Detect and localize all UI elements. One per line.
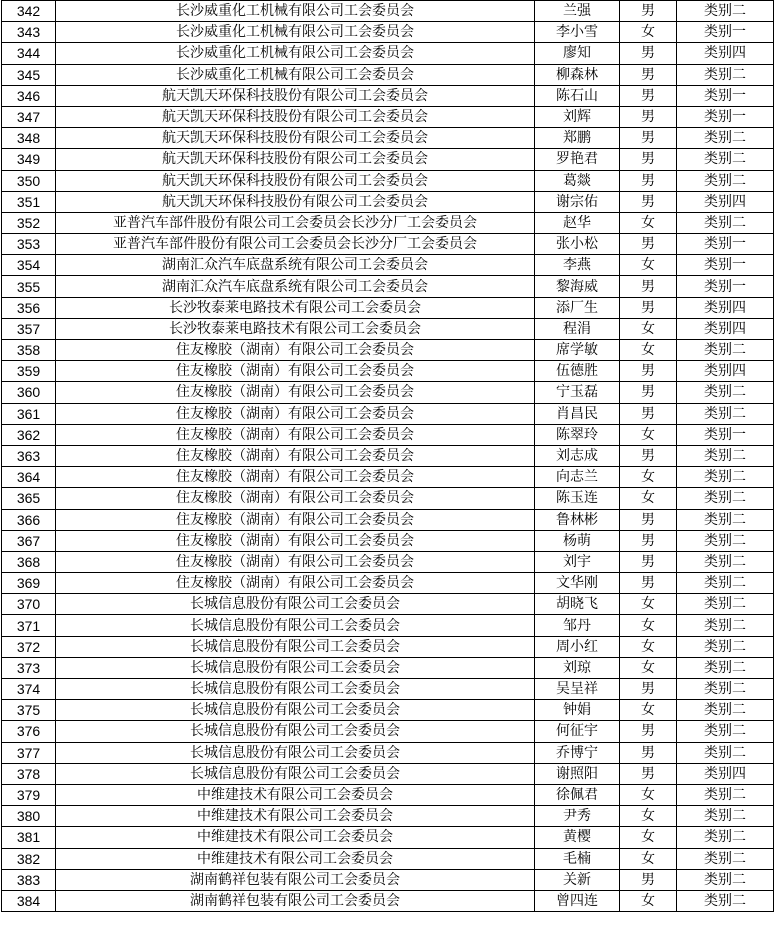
category-cell: 类别二: [677, 784, 774, 805]
gender-cell: 男: [620, 297, 677, 318]
gender-cell: 女: [620, 827, 677, 848]
gender-cell: 男: [620, 1, 677, 22]
category-cell: 类别二: [677, 573, 774, 594]
row-number-cell: 376: [2, 721, 56, 742]
organization-cell: 住友橡胶（湖南）有限公司工会委员会: [56, 403, 535, 424]
row-number-cell: 364: [2, 467, 56, 488]
organization-cell: 长城信息股份有限公司工会委员会: [56, 742, 535, 763]
table-row: [2, 742, 774, 763]
table-row: [2, 403, 774, 424]
category-cell: 类别二: [677, 509, 774, 530]
row-number-cell: 381: [2, 827, 56, 848]
gender-cell: 女: [620, 467, 677, 488]
row-number-cell: 379: [2, 784, 56, 805]
row-number-cell: 354: [2, 255, 56, 276]
row-number-cell: 372: [2, 636, 56, 657]
gender-cell: 女: [620, 700, 677, 721]
organization-cell: 住友橡胶（湖南）有限公司工会委员会: [56, 488, 535, 509]
row-number-cell: 358: [2, 340, 56, 361]
member-name-cell: 吴呈祥: [535, 679, 620, 700]
member-name-cell: 周小红: [535, 636, 620, 657]
category-cell: 类别二: [677, 467, 774, 488]
member-name-cell: 钟娟: [535, 700, 620, 721]
member-name-cell: 向志兰: [535, 467, 620, 488]
category-cell: 类别四: [677, 191, 774, 212]
row-number-cell: 343: [2, 22, 56, 43]
category-cell: 类别二: [677, 827, 774, 848]
row-number-cell: 359: [2, 361, 56, 382]
member-name-cell: 徐佩君: [535, 784, 620, 805]
organization-cell: 住友橡胶（湖南）有限公司工会委员会: [56, 340, 535, 361]
gender-cell: 男: [620, 403, 677, 424]
gender-cell: 男: [620, 530, 677, 551]
category-cell: 类别一: [677, 22, 774, 43]
organization-cell: 中维建技术有限公司工会委员会: [56, 848, 535, 869]
row-number-cell: 370: [2, 594, 56, 615]
organization-cell: 长沙威重化工机械有限公司工会委员会: [56, 43, 535, 64]
category-cell: 类别二: [677, 128, 774, 149]
category-cell: 类别二: [677, 1, 774, 22]
member-name-cell: 刘志成: [535, 445, 620, 466]
member-name-cell: 添厂生: [535, 297, 620, 318]
table-row: [2, 890, 774, 911]
category-cell: 类别四: [677, 318, 774, 339]
row-number-cell: 348: [2, 128, 56, 149]
table-row: [2, 679, 774, 700]
gender-cell: 女: [620, 636, 677, 657]
gender-cell: 男: [620, 445, 677, 466]
organization-cell: 住友橡胶（湖南）有限公司工会委员会: [56, 530, 535, 551]
table-row: [2, 700, 774, 721]
gender-cell: 女: [620, 488, 677, 509]
gender-cell: 女: [620, 424, 677, 445]
organization-cell: 中维建技术有限公司工会委员会: [56, 784, 535, 805]
organization-cell: 长城信息股份有限公司工会委员会: [56, 700, 535, 721]
member-name-cell: 毛楠: [535, 848, 620, 869]
row-number-cell: 374: [2, 679, 56, 700]
organization-cell: 湖南汇众汽车底盘系统有限公司工会委员会: [56, 276, 535, 297]
category-cell: 类别四: [677, 43, 774, 64]
organization-cell: 住友橡胶（湖南）有限公司工会委员会: [56, 573, 535, 594]
category-cell: 类别二: [677, 657, 774, 678]
organization-cell: 中维建技术有限公司工会委员会: [56, 806, 535, 827]
gender-cell: 男: [620, 43, 677, 64]
gender-cell: 女: [620, 806, 677, 827]
member-name-cell: 郑鹏: [535, 128, 620, 149]
category-cell: 类别二: [677, 890, 774, 911]
table-row: [2, 467, 774, 488]
gender-cell: 男: [620, 106, 677, 127]
member-name-cell: 胡晓飞: [535, 594, 620, 615]
category-cell: 类别一: [677, 85, 774, 106]
member-name-cell: 伍德胜: [535, 361, 620, 382]
member-name-cell: 宁玉磊: [535, 382, 620, 403]
category-cell: 类别二: [677, 382, 774, 403]
member-name-cell: 文华刚: [535, 573, 620, 594]
member-name-cell: 陈石山: [535, 85, 620, 106]
table-row: [2, 297, 774, 318]
table-row: [2, 212, 774, 233]
category-cell: 类别二: [677, 551, 774, 572]
member-name-cell: 张小松: [535, 234, 620, 255]
table-row: [2, 488, 774, 509]
table-row: [2, 255, 774, 276]
gender-cell: 女: [620, 657, 677, 678]
organization-cell: 航天凯天环保科技股份有限公司工会委员会: [56, 149, 535, 170]
organization-cell: 住友橡胶（湖南）有限公司工会委员会: [56, 551, 535, 572]
table-row: [2, 424, 774, 445]
row-number-cell: 346: [2, 85, 56, 106]
member-name-cell: 李燕: [535, 255, 620, 276]
category-cell: 类别二: [677, 212, 774, 233]
organization-cell: 航天凯天环保科技股份有限公司工会委员会: [56, 128, 535, 149]
category-cell: 类别二: [677, 742, 774, 763]
row-number-cell: 375: [2, 700, 56, 721]
member-name-cell: 邹丹: [535, 615, 620, 636]
category-cell: 类别二: [677, 869, 774, 890]
organization-cell: 住友橡胶（湖南）有限公司工会委员会: [56, 467, 535, 488]
organization-cell: 长沙威重化工机械有限公司工会委员会: [56, 64, 535, 85]
member-name-cell: 鲁林彬: [535, 509, 620, 530]
gender-cell: 男: [620, 679, 677, 700]
organization-cell: 住友橡胶（湖南）有限公司工会委员会: [56, 509, 535, 530]
category-cell: 类别二: [677, 149, 774, 170]
category-cell: 类别二: [677, 636, 774, 657]
row-number-cell: 377: [2, 742, 56, 763]
organization-cell: 长沙威重化工机械有限公司工会委员会: [56, 22, 535, 43]
table-row: [2, 276, 774, 297]
gender-cell: 女: [620, 848, 677, 869]
table-row: [2, 615, 774, 636]
organization-cell: 长城信息股份有限公司工会委员会: [56, 657, 535, 678]
organization-cell: 航天凯天环保科技股份有限公司工会委员会: [56, 170, 535, 191]
row-number-cell: 361: [2, 403, 56, 424]
organization-cell: 湖南鹤祥包装有限公司工会委员会: [56, 890, 535, 911]
table-row: [2, 551, 774, 572]
table-row: [2, 318, 774, 339]
gender-cell: 男: [620, 361, 677, 382]
row-number-cell: 360: [2, 382, 56, 403]
table-row: [2, 869, 774, 890]
gender-cell: 男: [620, 170, 677, 191]
table-row: [2, 445, 774, 466]
member-name-cell: 赵华: [535, 212, 620, 233]
gender-cell: 男: [620, 742, 677, 763]
category-cell: 类别二: [677, 170, 774, 191]
organization-cell: 住友橡胶（湖南）有限公司工会委员会: [56, 382, 535, 403]
row-number-cell: 383: [2, 869, 56, 890]
gender-cell: 女: [620, 594, 677, 615]
gender-cell: 男: [620, 85, 677, 106]
member-name-cell: 肖昌民: [535, 403, 620, 424]
gender-cell: 男: [620, 382, 677, 403]
organization-cell: 航天凯天环保科技股份有限公司工会委员会: [56, 106, 535, 127]
category-cell: 类别四: [677, 297, 774, 318]
member-name-cell: 席学敏: [535, 340, 620, 361]
organization-cell: 航天凯天环保科技股份有限公司工会委员会: [56, 191, 535, 212]
table-row: [2, 1, 774, 22]
table-row: [2, 784, 774, 805]
gender-cell: 女: [620, 615, 677, 636]
row-number-cell: 349: [2, 149, 56, 170]
row-number-cell: 363: [2, 445, 56, 466]
table-row: [2, 573, 774, 594]
category-cell: 类别二: [677, 615, 774, 636]
gender-cell: 男: [620, 573, 677, 594]
member-name-cell: 黎海威: [535, 276, 620, 297]
member-name-cell: 刘宇: [535, 551, 620, 572]
row-number-cell: 344: [2, 43, 56, 64]
category-cell: 类别二: [677, 700, 774, 721]
row-number-cell: 353: [2, 234, 56, 255]
gender-cell: 女: [620, 212, 677, 233]
organization-cell: 长城信息股份有限公司工会委员会: [56, 763, 535, 784]
table-row: [2, 85, 774, 106]
organization-cell: 长城信息股份有限公司工会委员会: [56, 594, 535, 615]
category-cell: 类别二: [677, 403, 774, 424]
organization-cell: 长沙牧泰莱电路技术有限公司工会委员会: [56, 318, 535, 339]
table-row: [2, 827, 774, 848]
gender-cell: 男: [620, 64, 677, 85]
table-row: [2, 594, 774, 615]
row-number-cell: 373: [2, 657, 56, 678]
member-name-cell: 刘辉: [535, 106, 620, 127]
category-cell: 类别二: [677, 806, 774, 827]
table-row: [2, 848, 774, 869]
member-name-cell: 何征宇: [535, 721, 620, 742]
member-name-cell: 刘琼: [535, 657, 620, 678]
row-number-cell: 371: [2, 615, 56, 636]
member-name-cell: 兰强: [535, 1, 620, 22]
member-name-cell: 谢宗佑: [535, 191, 620, 212]
member-name-cell: 黄樱: [535, 827, 620, 848]
organization-cell: 航天凯天环保科技股份有限公司工会委员会: [56, 85, 535, 106]
organization-cell: 长城信息股份有限公司工会委员会: [56, 615, 535, 636]
member-table-body: [2, 1, 774, 912]
member-name-cell: 程涓: [535, 318, 620, 339]
table-row: [2, 636, 774, 657]
table-row: [2, 763, 774, 784]
member-table: [1, 0, 774, 912]
table-row: [2, 806, 774, 827]
row-number-cell: 355: [2, 276, 56, 297]
gender-cell: 女: [620, 784, 677, 805]
gender-cell: 男: [620, 191, 677, 212]
category-cell: 类别二: [677, 679, 774, 700]
table-row: [2, 149, 774, 170]
organization-cell: 长沙牧泰莱电路技术有限公司工会委员会: [56, 297, 535, 318]
table-row: [2, 340, 774, 361]
row-number-cell: 345: [2, 64, 56, 85]
category-cell: 类别一: [677, 106, 774, 127]
member-name-cell: 柳森林: [535, 64, 620, 85]
member-name-cell: 尹秀: [535, 806, 620, 827]
row-number-cell: 382: [2, 848, 56, 869]
table-row: [2, 361, 774, 382]
gender-cell: 男: [620, 149, 677, 170]
row-number-cell: 365: [2, 488, 56, 509]
table-row: [2, 657, 774, 678]
gender-cell: 女: [620, 340, 677, 361]
row-number-cell: 368: [2, 551, 56, 572]
row-number-cell: 350: [2, 170, 56, 191]
gender-cell: 男: [620, 509, 677, 530]
gender-cell: 女: [620, 255, 677, 276]
row-number-cell: 342: [2, 1, 56, 22]
gender-cell: 女: [620, 890, 677, 911]
member-name-cell: 关新: [535, 869, 620, 890]
category-cell: 类别四: [677, 763, 774, 784]
organization-cell: 长沙威重化工机械有限公司工会委员会: [56, 1, 535, 22]
category-cell: 类别四: [677, 361, 774, 382]
gender-cell: 男: [620, 128, 677, 149]
table-row: [2, 530, 774, 551]
member-name-cell: 曾四连: [535, 890, 620, 911]
table-row: [2, 170, 774, 191]
row-number-cell: 357: [2, 318, 56, 339]
row-number-cell: 367: [2, 530, 56, 551]
table-row: [2, 64, 774, 85]
gender-cell: 男: [620, 721, 677, 742]
member-name-cell: 谢照阳: [535, 763, 620, 784]
category-cell: 类别一: [677, 276, 774, 297]
organization-cell: 中维建技术有限公司工会委员会: [56, 827, 535, 848]
gender-cell: 男: [620, 763, 677, 784]
category-cell: 类别二: [677, 721, 774, 742]
member-name-cell: 李小雪: [535, 22, 620, 43]
row-number-cell: 366: [2, 509, 56, 530]
table-row: [2, 721, 774, 742]
organization-cell: 住友橡胶（湖南）有限公司工会委员会: [56, 361, 535, 382]
category-cell: 类别一: [677, 255, 774, 276]
organization-cell: 长城信息股份有限公司工会委员会: [56, 636, 535, 657]
table-row: [2, 234, 774, 255]
category-cell: 类别二: [677, 340, 774, 361]
category-cell: 类别二: [677, 848, 774, 869]
organization-cell: 住友橡胶（湖南）有限公司工会委员会: [56, 445, 535, 466]
category-cell: 类别一: [677, 234, 774, 255]
member-name-cell: 葛燚: [535, 170, 620, 191]
member-name-cell: 陈翠玲: [535, 424, 620, 445]
category-cell: 类别二: [677, 530, 774, 551]
organization-cell: 长城信息股份有限公司工会委员会: [56, 679, 535, 700]
category-cell: 类别二: [677, 64, 774, 85]
organization-cell: 湖南鹤祥包装有限公司工会委员会: [56, 869, 535, 890]
table-row: [2, 106, 774, 127]
row-number-cell: 362: [2, 424, 56, 445]
gender-cell: 男: [620, 234, 677, 255]
category-cell: 类别二: [677, 488, 774, 509]
gender-cell: 男: [620, 276, 677, 297]
organization-cell: 亚普汽车部件股份有限公司工会委员会长沙分厂工会委员会: [56, 212, 535, 233]
category-cell: 类别二: [677, 594, 774, 615]
gender-cell: 女: [620, 318, 677, 339]
category-cell: 类别二: [677, 445, 774, 466]
category-cell: 类别一: [677, 424, 774, 445]
table-row: [2, 43, 774, 64]
row-number-cell: 352: [2, 212, 56, 233]
member-name-cell: 乔博宁: [535, 742, 620, 763]
table-row: [2, 509, 774, 530]
table-row: [2, 22, 774, 43]
member-name-cell: 廖知: [535, 43, 620, 64]
row-number-cell: 378: [2, 763, 56, 784]
organization-cell: 湖南汇众汽车底盘系统有限公司工会委员会: [56, 255, 535, 276]
row-number-cell: 351: [2, 191, 56, 212]
row-number-cell: 380: [2, 806, 56, 827]
row-number-cell: 347: [2, 106, 56, 127]
organization-cell: 长城信息股份有限公司工会委员会: [56, 721, 535, 742]
gender-cell: 男: [620, 869, 677, 890]
gender-cell: 男: [620, 551, 677, 572]
row-number-cell: 369: [2, 573, 56, 594]
row-number-cell: 384: [2, 890, 56, 911]
member-name-cell: 罗艳君: [535, 149, 620, 170]
table-row: [2, 191, 774, 212]
member-name-cell: 杨萌: [535, 530, 620, 551]
gender-cell: 女: [620, 22, 677, 43]
organization-cell: 住友橡胶（湖南）有限公司工会委员会: [56, 424, 535, 445]
member-name-cell: 陈玉连: [535, 488, 620, 509]
organization-cell: 亚普汽车部件股份有限公司工会委员会长沙分厂工会委员会: [56, 234, 535, 255]
table-row: [2, 128, 774, 149]
row-number-cell: 356: [2, 297, 56, 318]
table-row: [2, 382, 774, 403]
